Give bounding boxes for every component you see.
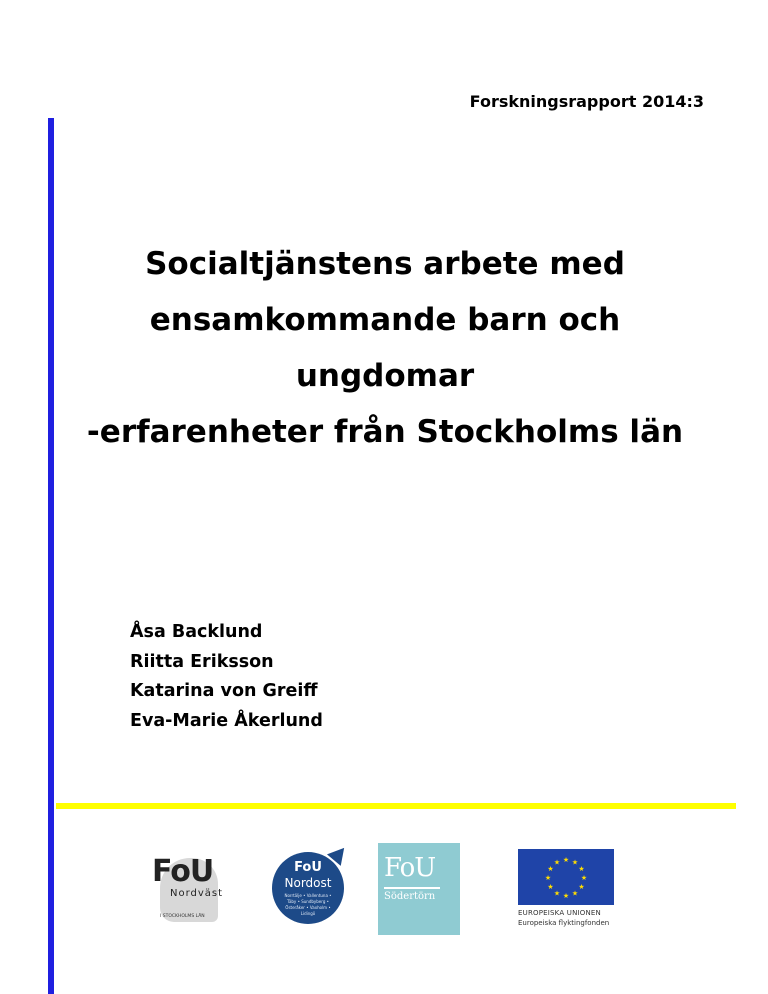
svg-text:★: ★	[571, 889, 579, 898]
eu-label: EUROPEISKA UNIONEN	[518, 909, 601, 917]
author-name: Eva-Marie Åkerlund	[130, 710, 323, 731]
author-list	[130, 618, 323, 736]
fou-nordost-logo	[268, 846, 354, 926]
left-accent-bar	[48, 118, 54, 994]
author-name: Åsa Backlund	[130, 622, 263, 642]
eu-flag-icon	[518, 849, 614, 905]
report-series-number: Forskningsrapport 2014:3	[469, 92, 704, 111]
title-line: -erfarenheter från Stockholms län	[86, 414, 684, 450]
fou-sodertorn-logo	[378, 843, 460, 935]
logo-underline	[384, 887, 440, 889]
svg-text:★: ★	[553, 889, 561, 898]
title-line: ensamkommande barn och	[149, 302, 621, 338]
svg-text:★: ★	[553, 858, 561, 867]
svg-text:★: ★	[562, 892, 570, 900]
title-line: Socialtjänstens arbete med	[145, 246, 625, 282]
report-title	[70, 236, 700, 460]
logo-sub: Nordväst	[170, 888, 224, 899]
svg-text:★: ★	[580, 874, 588, 882]
logo-name: FoU	[384, 853, 436, 883]
logo-sub: Södertörn	[384, 891, 436, 902]
svg-text:★: ★	[547, 865, 554, 873]
logo-name: FoU	[152, 854, 214, 889]
eu-fund-label: Europeiska flyktingfonden	[518, 919, 610, 927]
logo-tagline: I STOCKHOLMS LÄN	[160, 914, 205, 919]
eu-stars-icon	[518, 849, 614, 905]
svg-text:★: ★	[578, 883, 585, 891]
author-name: Katarina von Greiff	[130, 681, 318, 701]
eu-logo	[518, 849, 618, 931]
svg-text:★: ★	[578, 865, 585, 873]
svg-text:★: ★	[544, 874, 552, 882]
logo-tagline: Norrtälje • Vallentuna • Täby • Sundbyberg • Österåker • Vaxholm • Lidingö	[284, 893, 332, 916]
divider-bar	[56, 803, 736, 809]
logo-sub: Nordost	[284, 876, 332, 890]
author-name: Riitta Eriksson	[130, 651, 274, 672]
svg-text:★: ★	[571, 858, 579, 867]
svg-text:★: ★	[562, 856, 570, 864]
logo-name: FoU	[294, 860, 322, 875]
fou-nordvast-logo	[148, 852, 240, 924]
svg-text:★: ★	[547, 883, 554, 891]
title-line: ungdomar	[295, 358, 475, 394]
